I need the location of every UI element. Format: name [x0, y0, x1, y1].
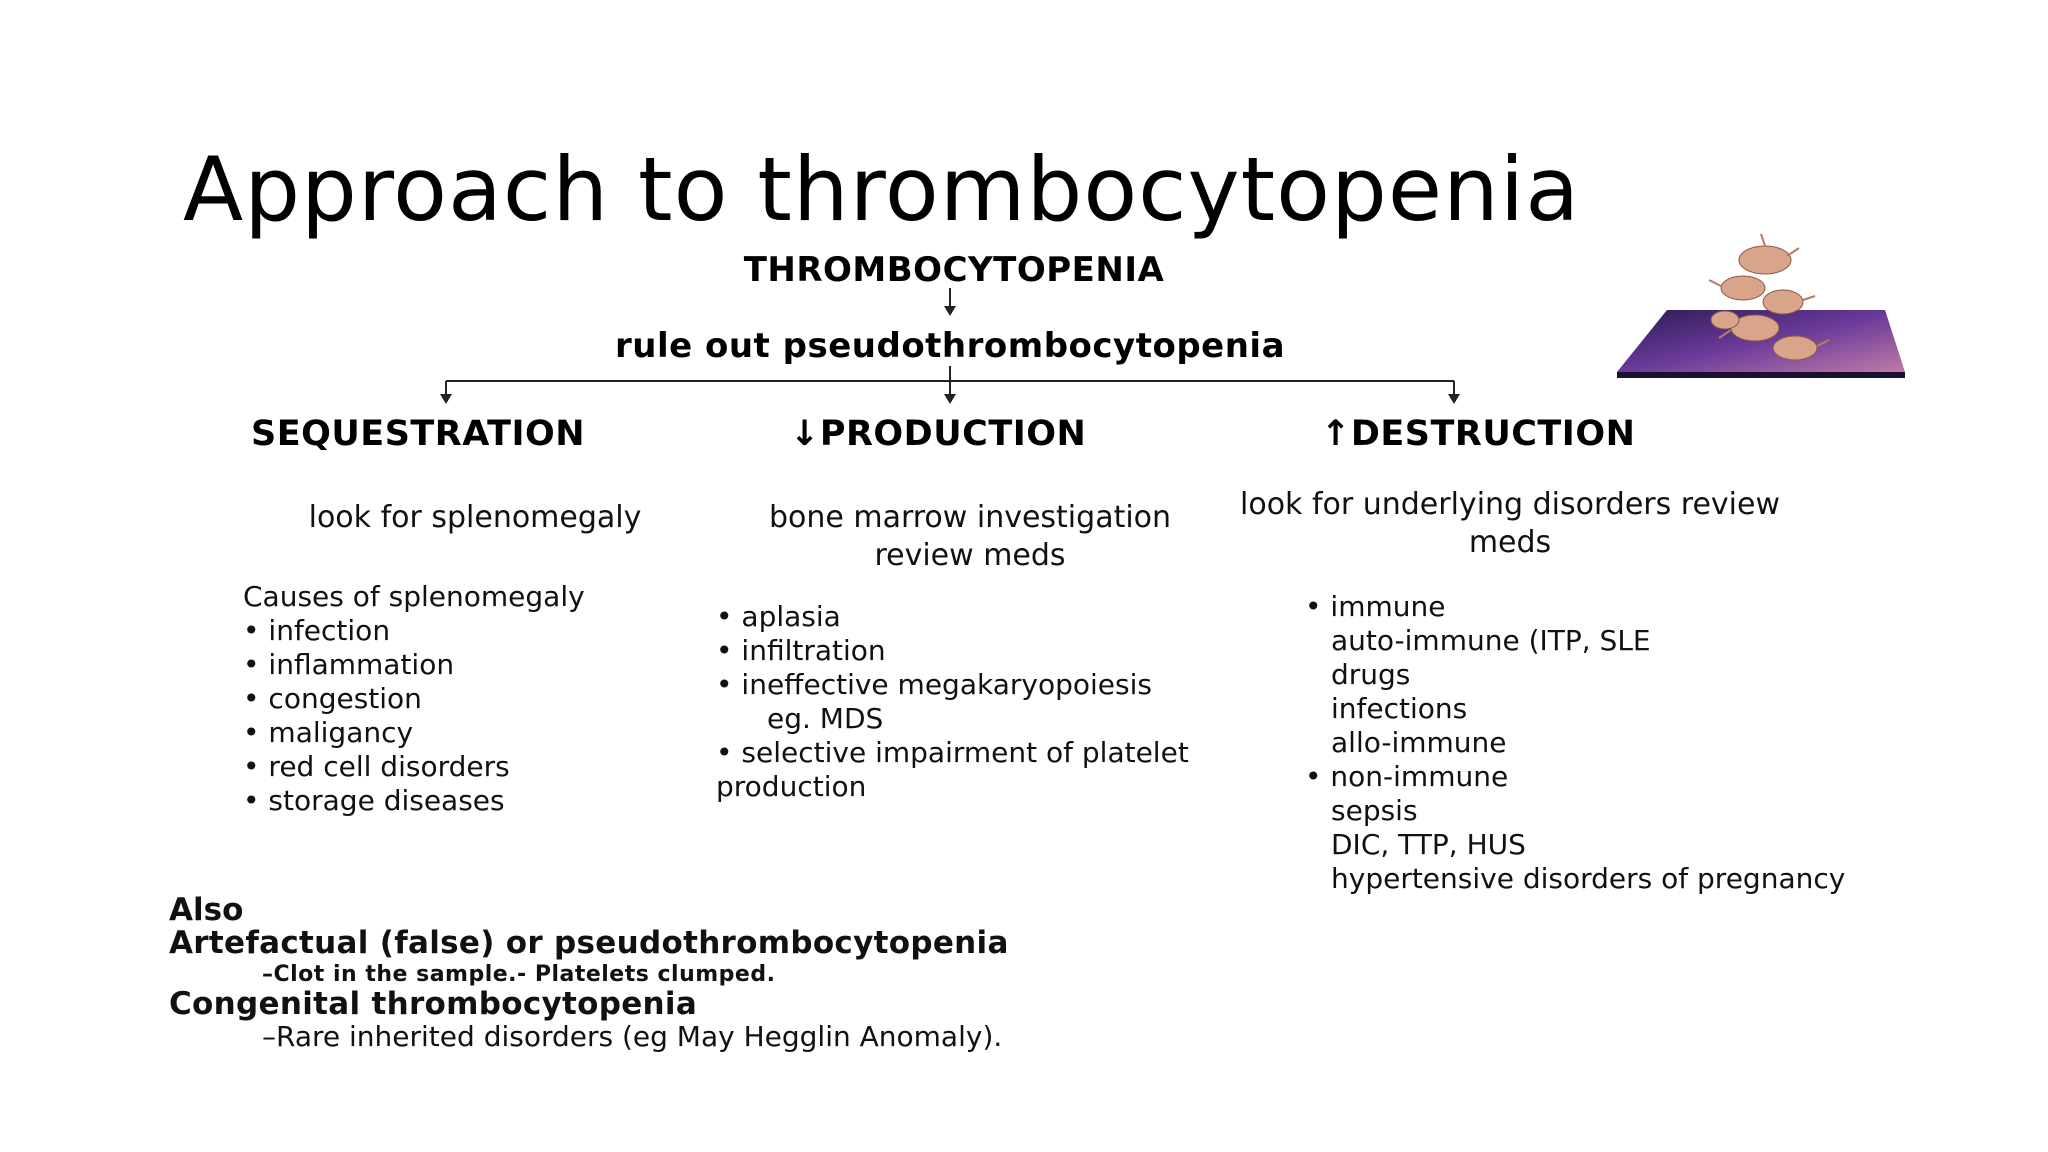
- sub-item: DIC, TTP, HUS: [1331, 828, 1526, 861]
- artefactual-heading: Artefactual (false) or pseudothrombocytopenia: [169, 925, 1009, 961]
- congenital-note: –Rare inherited disorders (eg May Hegglin Anomaly).: [262, 1020, 1003, 1053]
- sub-item: allo-immune: [1331, 726, 1507, 759]
- root-node: THROMBOCYTOPENIA: [743, 250, 1165, 290]
- list-item: • red cell disorders: [243, 750, 510, 783]
- slide-title: Approach to thrombocytopenia: [183, 138, 1581, 241]
- branch-label: SEQUESTRATION: [251, 414, 586, 454]
- list-item-note: eg. MDS: [767, 702, 884, 735]
- down-arrow-icon: ↓: [790, 414, 820, 454]
- branch-destruction: [1321, 414, 1635, 454]
- branch-production: [790, 414, 1086, 454]
- sequestration-subtext: look for splenomegaly: [308, 500, 642, 535]
- list-heading: Causes of splenomegaly: [243, 580, 585, 613]
- rule-out-node: rule out pseudothrombocytopenia: [614, 326, 1286, 366]
- also-heading: Also: [169, 892, 244, 928]
- congenital-heading: Congenital thrombocytopenia: [169, 986, 698, 1022]
- list-item: • non-immune: [1305, 760, 1509, 793]
- list-item: • infection: [243, 614, 391, 647]
- list-item: • aplasia: [716, 600, 841, 633]
- sub-item: hypertensive disorders of pregnancy: [1331, 862, 1846, 895]
- artefactual-note: –Clot in the sample.- Platelets clumped.: [262, 962, 776, 987]
- arrowhead-sequestration: [440, 394, 452, 404]
- list-item: • ineffective megakaryopoiesis: [716, 668, 1152, 701]
- arrowhead-destruction: [1448, 394, 1460, 404]
- list-item: • maligancy: [243, 716, 414, 749]
- platelet-cell: [1763, 290, 1803, 314]
- destruction-subtext: look for underlying disorders review meds: [1240, 487, 1780, 560]
- sub-item: sepsis: [1331, 794, 1418, 827]
- branch-sequestration: [251, 414, 585, 454]
- branch-label: PRODUCTION: [819, 414, 1087, 454]
- list-item: • infiltration: [716, 634, 886, 667]
- up-arrow-icon: ↑: [1321, 414, 1351, 454]
- list-item: • immune: [1305, 590, 1446, 623]
- sub-item: infections: [1331, 692, 1468, 725]
- list-item: • congestion: [243, 682, 422, 715]
- list-item: • storage diseases: [243, 784, 505, 817]
- branch-label: DESTRUCTION: [1350, 414, 1636, 454]
- sub-item: drugs: [1331, 658, 1411, 691]
- production-list: [716, 600, 1189, 804]
- list-item-continued: production: [716, 770, 867, 803]
- sequestration-list: [243, 580, 585, 818]
- production-subtext: bone marrow investigation review meds: [768, 500, 1172, 573]
- arrowhead-ruleout: [944, 306, 956, 316]
- sub-item: auto-immune (ITP, SLE: [1331, 624, 1651, 657]
- arrowhead-production: [944, 394, 956, 404]
- list-item: • selective impairment of platelet: [716, 736, 1189, 769]
- list-item: • inflammation: [243, 648, 455, 681]
- destruction-list: [1305, 590, 1845, 896]
